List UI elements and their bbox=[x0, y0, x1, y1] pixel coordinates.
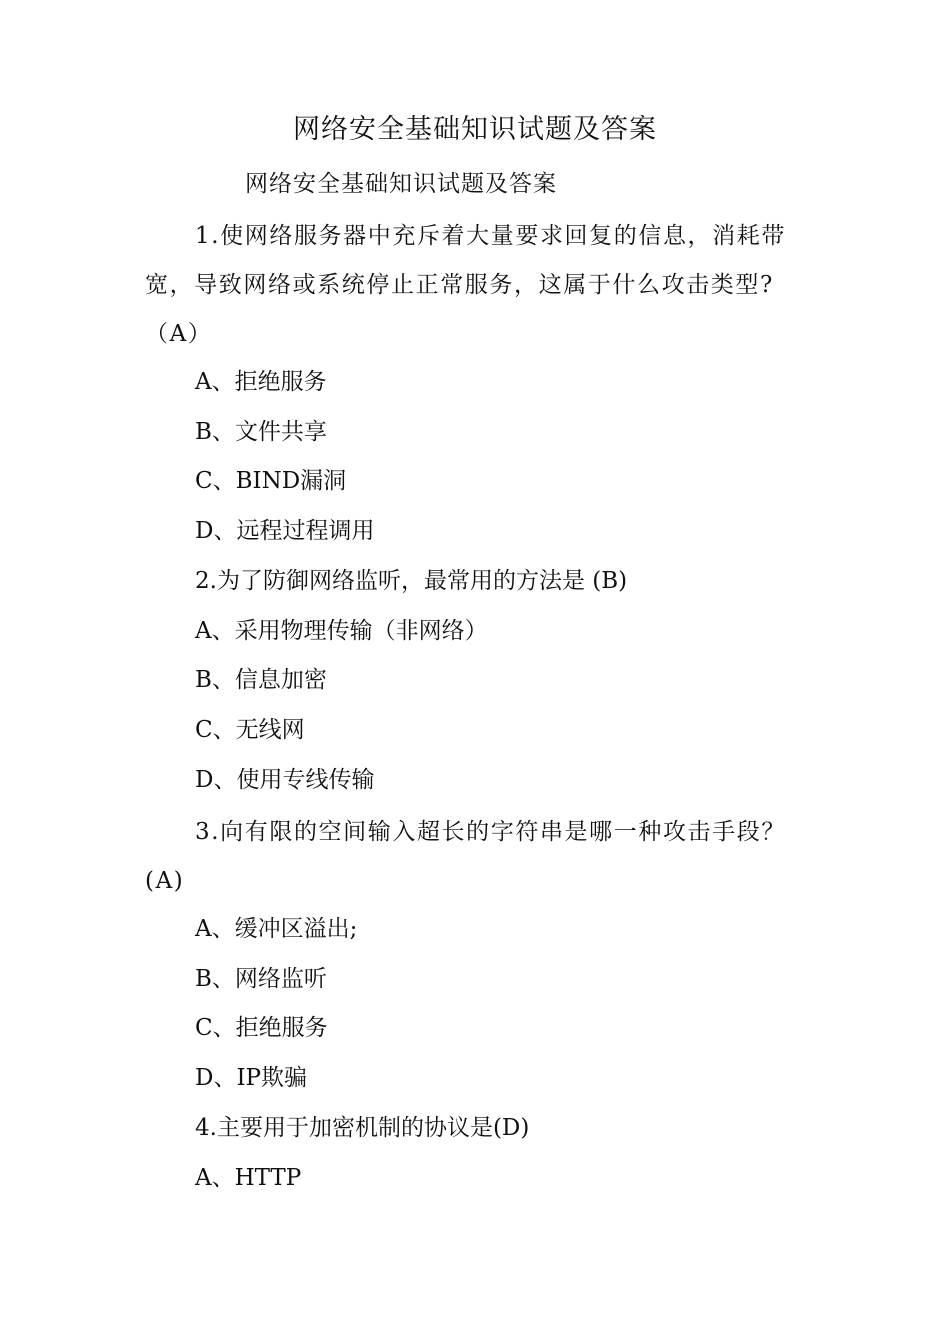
question-3-option-d: D、IP欺骗 bbox=[195, 1065, 308, 1091]
question-1-option-a: A、拒绝服务 bbox=[195, 369, 327, 395]
question-1-option-c: C、BIND漏洞 bbox=[195, 468, 347, 494]
question-2-option-c: C、无线网 bbox=[195, 717, 305, 743]
question-2-option-a: A、采用物理传输（非网络） bbox=[195, 618, 488, 644]
question-3-option-c: C、拒绝服务 bbox=[195, 1015, 328, 1041]
question-2-option-b: B、信息加密 bbox=[195, 667, 327, 693]
document-title: 网络安全基础知识试题及答案 bbox=[293, 114, 657, 145]
question-1-option-b: B、文件共享 bbox=[195, 419, 327, 445]
question-4-option-a: A、HTTP bbox=[195, 1165, 302, 1191]
question-1-option-d: D、远程过程调用 bbox=[195, 518, 375, 544]
question-4-text: 4.主要用于加密机制的协议是(D) bbox=[195, 1115, 530, 1141]
question-2-text: 2.为了防御网络监听，最常用的方法是 (B) bbox=[195, 568, 628, 594]
question-2-option-d: D、使用专线传输 bbox=[195, 767, 375, 793]
question-1-text: 1.使网络服务器中充斥着大量要求回复的信息，消耗带宽，导致网络或系统停止正常服务，这属于什么攻击类型?（A） bbox=[145, 223, 786, 347]
question-3-option-b: B、网络监听 bbox=[195, 966, 327, 992]
question-3-text: 3.向有限的空间输入超长的字符串是哪一种攻击手段？ (A) bbox=[145, 819, 786, 894]
question-3-option-a: A、缓冲区溢出; bbox=[195, 916, 358, 942]
document-subtitle: 网络安全基础知识试题及答案 bbox=[245, 171, 557, 197]
